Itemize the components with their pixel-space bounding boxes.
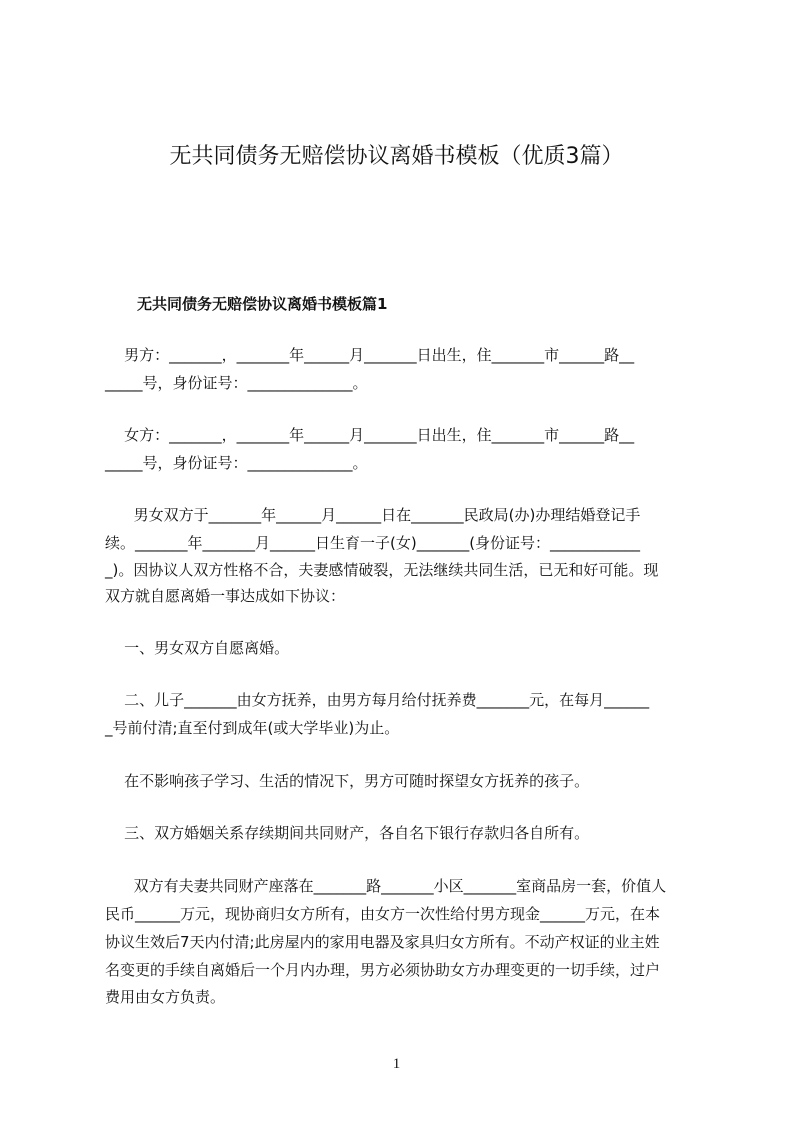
text-line: 民币______万元，现协商归女方所有，由女方一次性给付男方现金______万元，在本 bbox=[105, 905, 661, 923]
text-line: 双方有夫妻共同财产座落在_______路_______小区_______室商品房一套，价值人 bbox=[105, 877, 667, 895]
document-title: 无共同债务无赔偿协议离婚书模板（优质3篇） bbox=[169, 144, 624, 169]
text-line: 男女双方于_______年______月______日在_______民政局(办)办理结婚登记手 bbox=[105, 506, 641, 524]
text-line: 协议生效后7天内付清;此房屋内的家用电器及家具归女方所有。不动产权证的业主姓 bbox=[105, 933, 660, 951]
text-line: 名变更的手续自离婚后一个月内办理，男方必须协助女方办理变更的一切手续，过户 bbox=[105, 961, 661, 979]
text-line: 二、儿子_______由女方抚养，由男方每月给付抚养费_______元，在每月______ bbox=[105, 691, 650, 709]
text-line: 三、双方婚姻关系存续期间共同财产，各自名下银行存款归各自所有。 bbox=[105, 824, 590, 842]
text-line: _)。因协议人双方性格不合，夫妻感情破裂，无法继续共同生活，已无和好可能。现 bbox=[105, 561, 659, 579]
text-line: 女方：_______，_______年______月_______日出生，住_______市______路__ bbox=[105, 426, 635, 444]
text-line: 费用由女方负责。 bbox=[105, 988, 226, 1006]
text-line: _____号，身份证号：______________。 bbox=[105, 454, 368, 472]
text-line: _号前付清;直至付到成年(或大学毕业)为止。 bbox=[105, 719, 400, 737]
text-line: 续。_______年_______月______日生育一子(女)_______(身份证号：____________ bbox=[105, 534, 641, 552]
text-line: 一、男女双方自愿离婚。 bbox=[105, 639, 290, 657]
section-heading: 无共同债务无赔偿协议离婚书模板篇1 bbox=[137, 295, 388, 313]
page-number: 1 bbox=[392, 1056, 401, 1072]
text-line: 男方：_______，_______年______月_______日出生，住_______市______路__ bbox=[105, 346, 635, 364]
text-line: 在不影响孩子学习、生活的情况下，男方可随时探望女方抚养的孩子。 bbox=[105, 772, 590, 790]
text-line: 双方就自愿离婚一事达成如下协议： bbox=[105, 587, 346, 605]
text-line: _____号，身份证号：______________。 bbox=[105, 374, 368, 392]
